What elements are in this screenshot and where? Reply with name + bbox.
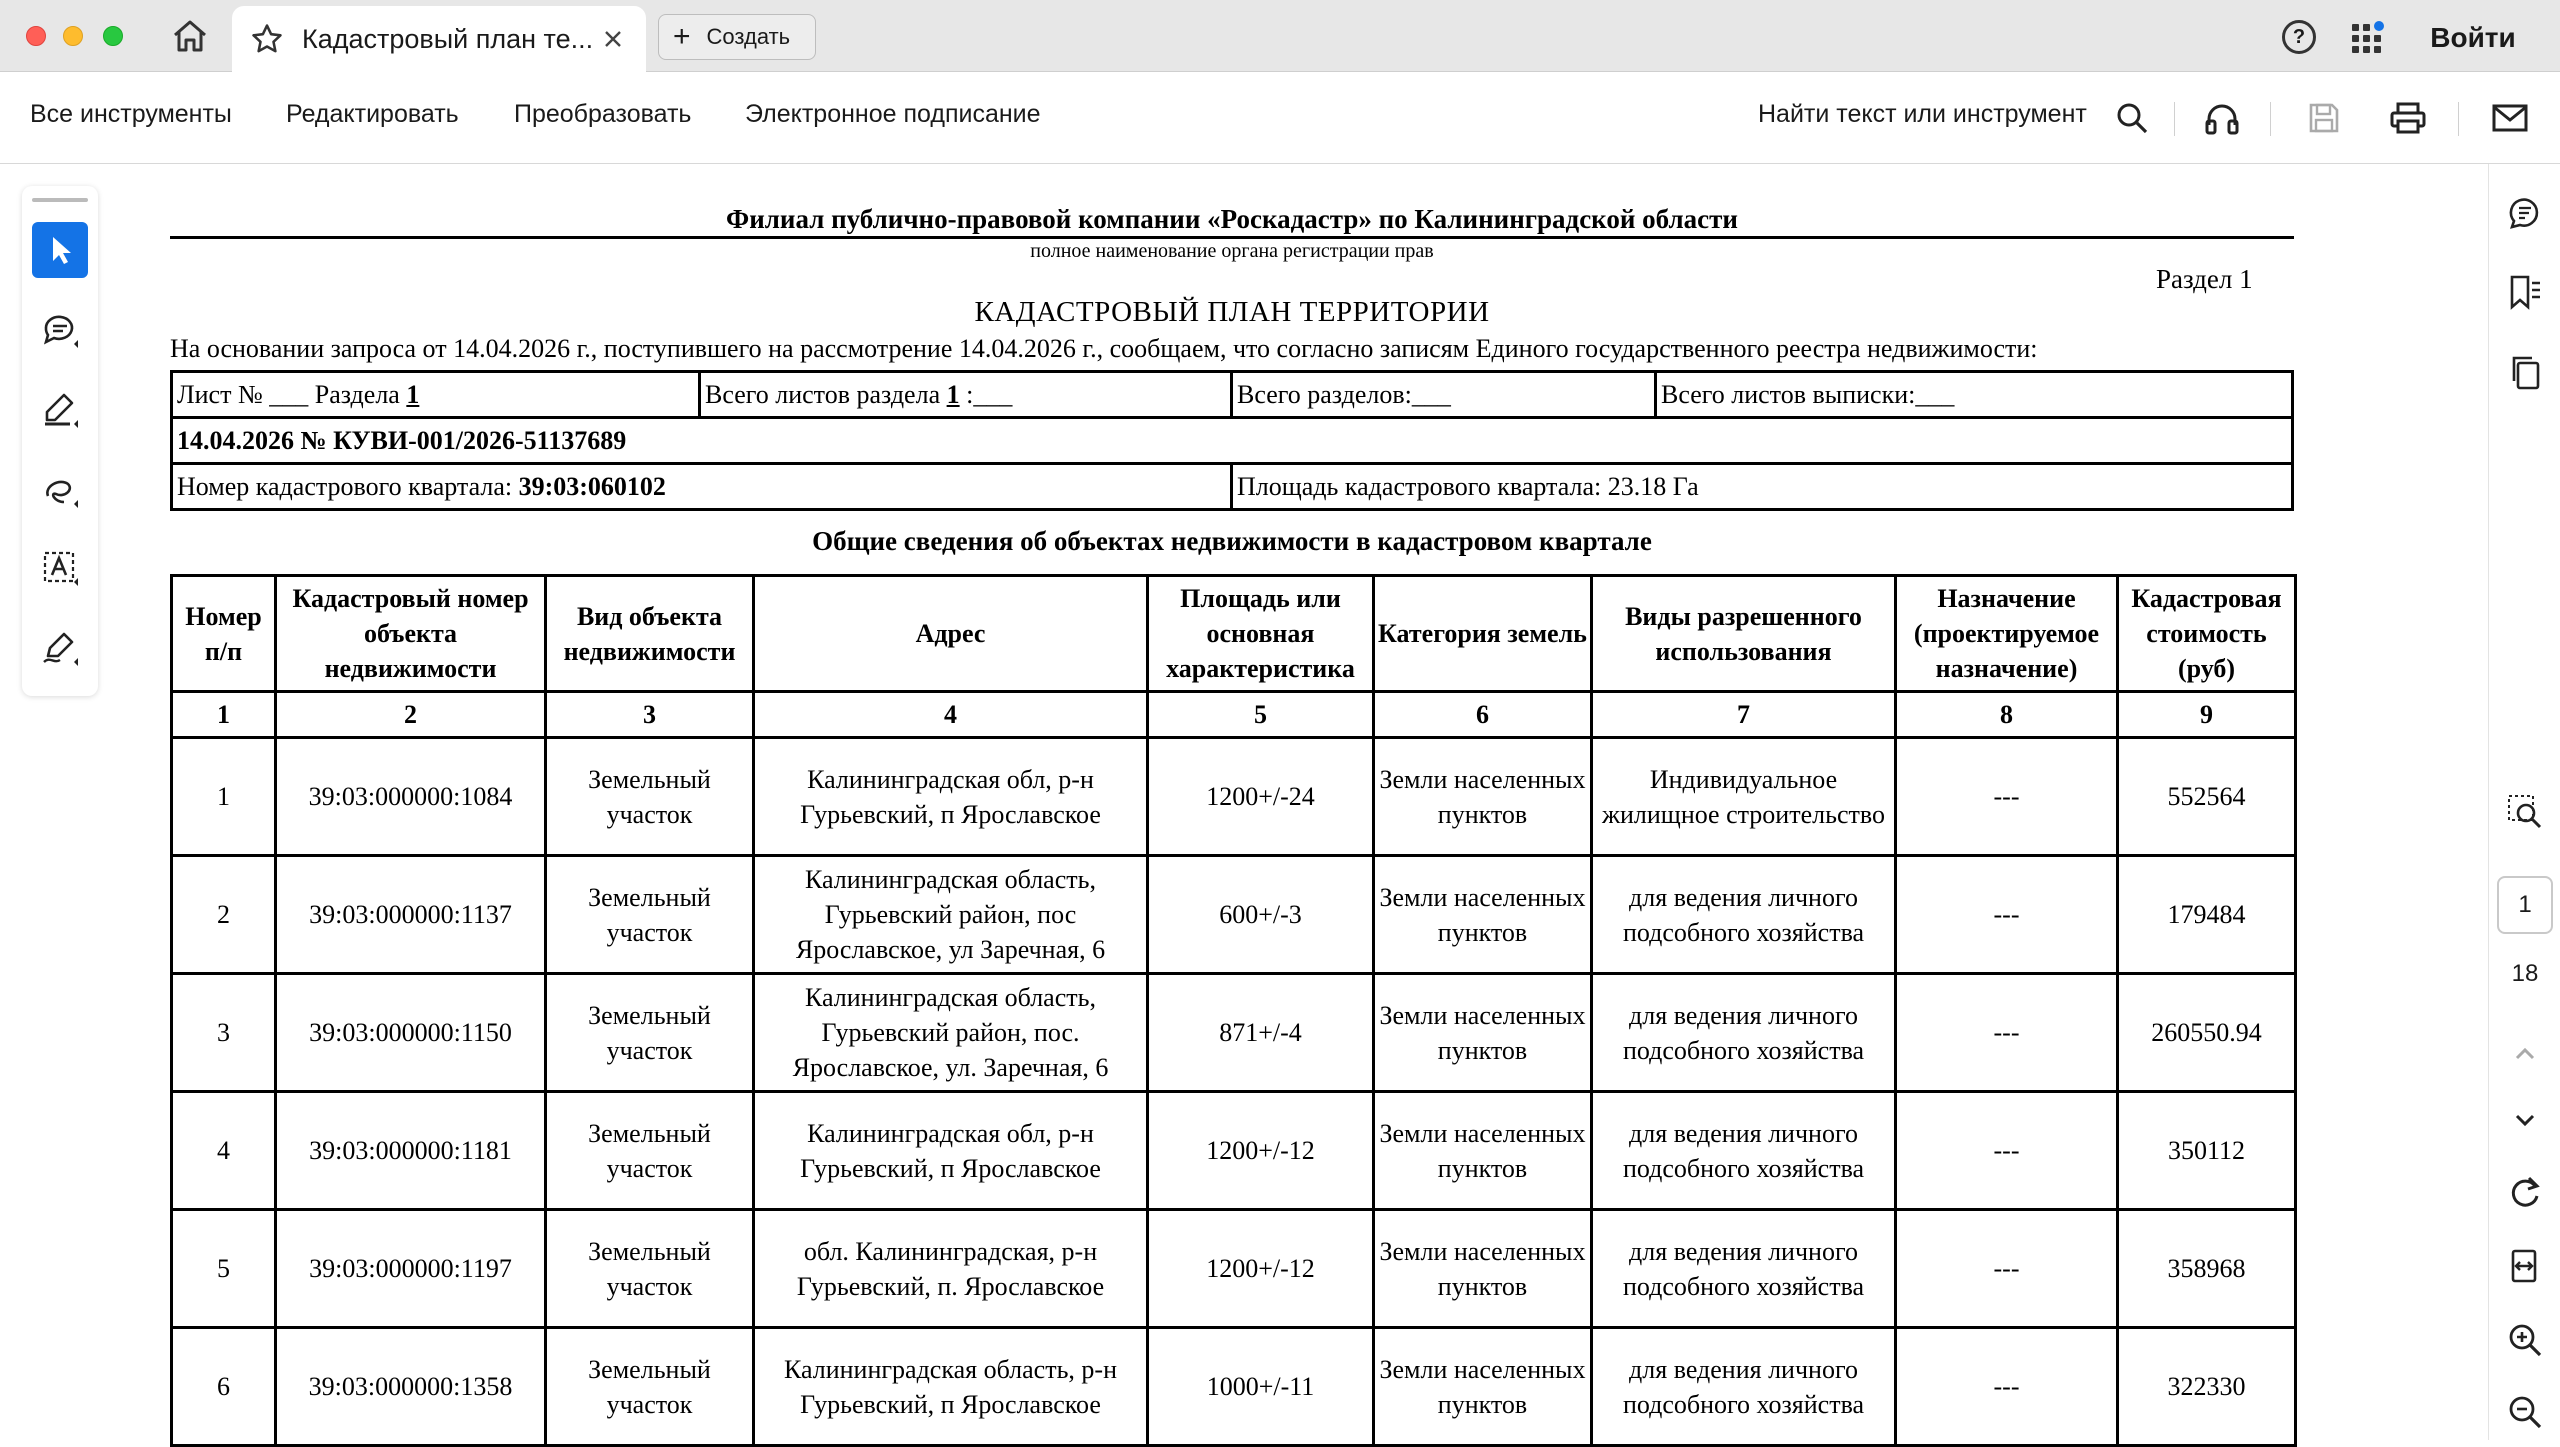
table-cell: 1000+/-11 xyxy=(1148,1328,1374,1446)
close-icon xyxy=(603,29,623,49)
table-cell: 260550.94 xyxy=(2118,974,2296,1092)
quarter-number-cell xyxy=(172,464,1232,510)
table-cell: для ведения личного подсобного хозяйства xyxy=(1592,1328,1896,1446)
home-icon xyxy=(171,18,209,54)
bookmarks-button[interactable] xyxy=(2503,270,2547,314)
table-cell: 39:03:000000:1358 xyxy=(276,1328,546,1446)
table-cell: Земли населенных пунктов xyxy=(1374,1092,1592,1210)
column-number: 3 xyxy=(546,692,754,738)
total-sheets-text: Всего листов раздела xyxy=(705,379,947,409)
table-cell: Калининградская область, Гурьевский район, пос Ярославское, ул Заречная, 6 xyxy=(754,856,1148,974)
table-cell: Калининградская область, р-н Гурьевский, п Ярославское xyxy=(754,1328,1148,1446)
column-header: Адрес xyxy=(754,576,1148,692)
column-number: 8 xyxy=(1896,692,2118,738)
column-header: Кадастровый номер объекта недвижимости xyxy=(276,576,546,692)
table-cell: 1200+/-12 xyxy=(1148,1092,1374,1210)
sign-in-button[interactable]: Войти xyxy=(2430,22,2516,53)
help-icon: ? xyxy=(2292,25,2306,48)
table-cell: Земли населенных пунктов xyxy=(1374,856,1592,974)
quarter-area-cell: Площадь кадастрового квартала: 23.18 Га xyxy=(1232,464,2293,510)
table-cell: Калининградская обл, р-н Гурьевский, п Ярославское xyxy=(754,1092,1148,1210)
freehand-draw-icon xyxy=(40,470,80,510)
table-cell: 39:03:000000:1084 xyxy=(276,738,546,856)
star-icon[interactable] xyxy=(250,22,284,56)
create-button[interactable] xyxy=(658,14,816,60)
table-header-row xyxy=(172,576,2296,692)
column-number: 6 xyxy=(1374,692,1592,738)
table-cell: Калининградская область, Гурьевский район, пос. Ярославское, ул. Заречная, 6 xyxy=(754,974,1148,1092)
previous-page-button[interactable] xyxy=(2503,1032,2547,1076)
table-cell: 3 xyxy=(172,974,276,1092)
column-header: Виды разрешенного использования xyxy=(1592,576,1896,692)
create-label: Создать xyxy=(706,24,791,49)
search-button[interactable] xyxy=(2112,98,2152,138)
home-button[interactable] xyxy=(166,16,214,56)
zoom-out-button[interactable] xyxy=(2503,1390,2547,1434)
table-cell: Калининградская обл, р-н Гурьевский, п Ярославское xyxy=(754,738,1148,856)
column-header: Вид объекта недвижимости xyxy=(546,576,754,692)
table-cell: для ведения личного подсобного хозяйства xyxy=(1592,974,1896,1092)
draw-tool[interactable] xyxy=(32,462,88,518)
table-cell: --- xyxy=(1896,1328,2118,1446)
read-aloud-button[interactable] xyxy=(2202,98,2242,138)
table-cell: Земли населенных пунктов xyxy=(1374,1328,1592,1446)
column-header: Категория земель xyxy=(1374,576,1592,692)
text-box-icon xyxy=(40,548,80,588)
table-cell: Земельный участок xyxy=(546,1092,754,1210)
organization-name: Филиал публично-правовой компании «Роскадастр» по Калининградской области xyxy=(726,204,1738,234)
zoom-out-icon xyxy=(2507,1394,2543,1430)
extract-number-cell: 14.04.2026 № КУВИ-001/2026-51137689 xyxy=(172,418,2293,464)
objects-table xyxy=(170,574,2297,1447)
rotate-button[interactable] xyxy=(2503,1170,2547,1214)
total-pages-label: 18 xyxy=(2511,960,2539,987)
current-page-input[interactable]: 1 xyxy=(2497,876,2553,934)
table-cell: --- xyxy=(1896,1210,2118,1328)
toolbar-separator xyxy=(2270,102,2271,136)
objects-section-title: Общие сведения об объектах недвижимости в кадастровом квартале xyxy=(812,526,1652,556)
table-row xyxy=(172,856,2296,974)
basis-statement: На основании запроса от 14.04.2026 г., поступившего на рассмотрение 14.04.2026 г., сообщаем, что согласно записям Единого государственного реестра недвижимости: xyxy=(170,334,2038,363)
ai-assistant-icon xyxy=(2506,193,2544,231)
table-cell: 350112 xyxy=(2118,1092,2296,1210)
table-cell: 2 xyxy=(172,856,276,974)
table-cell: --- xyxy=(1896,1092,2118,1210)
table-cell: Земельный участок xyxy=(546,1210,754,1328)
print-button[interactable] xyxy=(2388,98,2428,138)
apps-grid-icon xyxy=(2350,20,2386,56)
total-sheets-section-value: 1 xyxy=(946,379,960,409)
table-cell: Земельный участок xyxy=(546,974,754,1092)
table-cell: для ведения личного подсобного хозяйства xyxy=(1592,1092,1896,1210)
select-tool[interactable] xyxy=(32,222,88,278)
document-tab[interactable] xyxy=(232,6,646,72)
column-number: 1 xyxy=(172,692,276,738)
total-extract-sheets-cell: Всего листов выписки:___ xyxy=(1656,372,2293,418)
document-title: КАДАСТРОВЫЙ ПЛАН ТЕРРИТОРИИ xyxy=(974,296,1490,328)
table-cell: Земельный участок xyxy=(546,738,754,856)
quarter-number-value: 39:03:060102 xyxy=(518,471,666,501)
total-sheets-cell xyxy=(700,372,1232,418)
sign-tool[interactable] xyxy=(32,620,88,676)
menu-all-tools[interactable]: Все инструменты xyxy=(30,100,232,128)
plus-icon: + xyxy=(673,20,691,53)
scan-zoom-button[interactable] xyxy=(2503,790,2547,834)
table-cell: 4 xyxy=(172,1092,276,1210)
table-row xyxy=(172,738,2296,856)
section-label: Раздел 1 xyxy=(2156,264,2253,294)
mail-icon xyxy=(2492,103,2528,133)
print-icon xyxy=(2389,101,2427,135)
column-header: Номер п/п xyxy=(172,576,276,692)
table-cell: 600+/-3 xyxy=(1148,856,1374,974)
table-cell: 179484 xyxy=(2118,856,2296,974)
search-icon xyxy=(2115,101,2149,135)
table-cell: --- xyxy=(1896,738,2118,856)
close-tab-button[interactable] xyxy=(598,24,628,54)
text-box-tool[interactable] xyxy=(32,540,88,596)
ai-assistant-button[interactable] xyxy=(2503,190,2547,234)
minimize-window-button[interactable] xyxy=(63,26,83,46)
fit-page-button[interactable] xyxy=(2503,1244,2547,1288)
save-button[interactable] xyxy=(2304,98,2344,138)
fit-width-icon xyxy=(2507,1248,2543,1284)
table-cell: --- xyxy=(1896,974,2118,1092)
save-icon xyxy=(2307,101,2341,135)
table-row xyxy=(172,1092,2296,1210)
column-header: Кадастровая стоимость (руб) xyxy=(2118,576,2296,692)
highlighter-icon xyxy=(40,390,80,430)
next-page-button[interactable] xyxy=(2503,1098,2547,1142)
table-cell: 1 xyxy=(172,738,276,856)
table-cell: 5 xyxy=(172,1210,276,1328)
table-cell: 1200+/-24 xyxy=(1148,738,1374,856)
menu-edit[interactable]: Редактировать xyxy=(286,100,459,128)
right-rail xyxy=(2488,164,2560,1440)
toolbar-separator xyxy=(2458,102,2459,136)
copy-pages-icon xyxy=(2506,353,2544,391)
table-cell: 39:03:000000:1197 xyxy=(276,1210,546,1328)
quarter-number-label: Номер кадастрового квартала: xyxy=(177,471,519,501)
pages-thumbnails-button[interactable] xyxy=(2503,350,2547,394)
column-header: Площадь или основная характеристика xyxy=(1148,576,1374,692)
organization-caption: полное наименование органа регистрации прав xyxy=(1030,240,1434,262)
zoom-window-button[interactable] xyxy=(103,26,123,46)
table-cell: --- xyxy=(1896,856,2118,974)
help-button[interactable] xyxy=(2282,20,2316,54)
total-sections-cell: Всего разделов:___ xyxy=(1232,372,1656,418)
table-cell: для ведения личного подсобного хозяйства xyxy=(1592,856,1896,974)
tab-title: Кадастровый план те... xyxy=(302,23,594,54)
table-cell: обл. Калининградская, р-н Гурьевский, п. Ярославское xyxy=(754,1210,1148,1328)
table-cell: 39:03:000000:1150 xyxy=(276,974,546,1092)
total-sheets-suffix: :___ xyxy=(959,379,1013,409)
bookmark-icon xyxy=(2506,273,2544,311)
zoom-in-button[interactable] xyxy=(2503,1318,2547,1362)
sheet-number-cell xyxy=(172,372,700,418)
apps-button[interactable] xyxy=(2350,20,2386,56)
close-window-button[interactable] xyxy=(26,26,46,46)
table-row xyxy=(172,1210,2296,1328)
toolbar-separator xyxy=(2174,102,2175,136)
column-number: 5 xyxy=(1148,692,1374,738)
table-cell: для ведения личного подсобного хозяйства xyxy=(1592,1210,1896,1328)
document-page xyxy=(160,164,2488,1440)
zoom-region-icon xyxy=(2506,793,2544,831)
menu-bar xyxy=(0,72,2560,164)
cursor-icon xyxy=(45,233,75,267)
column-number-row xyxy=(172,692,2296,738)
comment-icon xyxy=(40,310,80,350)
zoom-in-icon xyxy=(2507,1322,2543,1358)
menu-e-sign[interactable]: Электронное подписание xyxy=(745,100,1041,128)
table-cell: Земли населенных пунктов xyxy=(1374,738,1592,856)
chevron-down-icon xyxy=(2510,1105,2540,1135)
table-cell: Земельный участок xyxy=(546,1328,754,1446)
panel-drag-handle[interactable] xyxy=(32,198,88,202)
table-cell: 1200+/-12 xyxy=(1148,1210,1374,1328)
rotate-icon xyxy=(2507,1174,2543,1210)
table-cell: 39:03:000000:1181 xyxy=(276,1092,546,1210)
table-cell: 871+/-4 xyxy=(1148,974,1374,1092)
table-cell: 6 xyxy=(172,1328,276,1446)
sheet-section-value: 1 xyxy=(406,379,420,409)
extract-header-table xyxy=(170,370,2294,511)
organization-underline xyxy=(170,236,2294,239)
title-bar xyxy=(0,0,2560,72)
pen-sign-icon xyxy=(40,628,80,668)
table-row xyxy=(172,1328,2296,1446)
column-number: 2 xyxy=(276,692,546,738)
table-cell: Земельный участок xyxy=(546,856,754,974)
table-cell: 322330 xyxy=(2118,1328,2296,1446)
table-cell: Земли населенных пунктов xyxy=(1374,1210,1592,1328)
table-cell: Земли населенных пунктов xyxy=(1374,974,1592,1092)
find-text-tool-label[interactable]: Найти текст или инструмент xyxy=(1758,100,2087,128)
sheet-number-text: Лист № ___ Раздела xyxy=(177,379,407,409)
column-number: 9 xyxy=(2118,692,2296,738)
chevron-up-icon xyxy=(2510,1039,2540,1069)
headphones-icon xyxy=(2204,101,2240,135)
table-cell: Индивидуальное жилищное строительство xyxy=(1592,738,1896,856)
table-cell: 39:03:000000:1137 xyxy=(276,856,546,974)
column-header: Назначение (проектируемое назначение) xyxy=(1896,576,2118,692)
highlight-tool[interactable] xyxy=(32,382,88,438)
menu-convert[interactable]: Преобразовать xyxy=(514,100,692,128)
table-cell: 552564 xyxy=(2118,738,2296,856)
comment-tool[interactable] xyxy=(32,302,88,358)
share-email-button[interactable] xyxy=(2490,98,2530,138)
column-number: 7 xyxy=(1592,692,1896,738)
column-number: 4 xyxy=(754,692,1148,738)
table-row xyxy=(172,974,2296,1092)
table-cell: 358968 xyxy=(2118,1210,2296,1328)
left-tools-panel xyxy=(22,186,98,696)
